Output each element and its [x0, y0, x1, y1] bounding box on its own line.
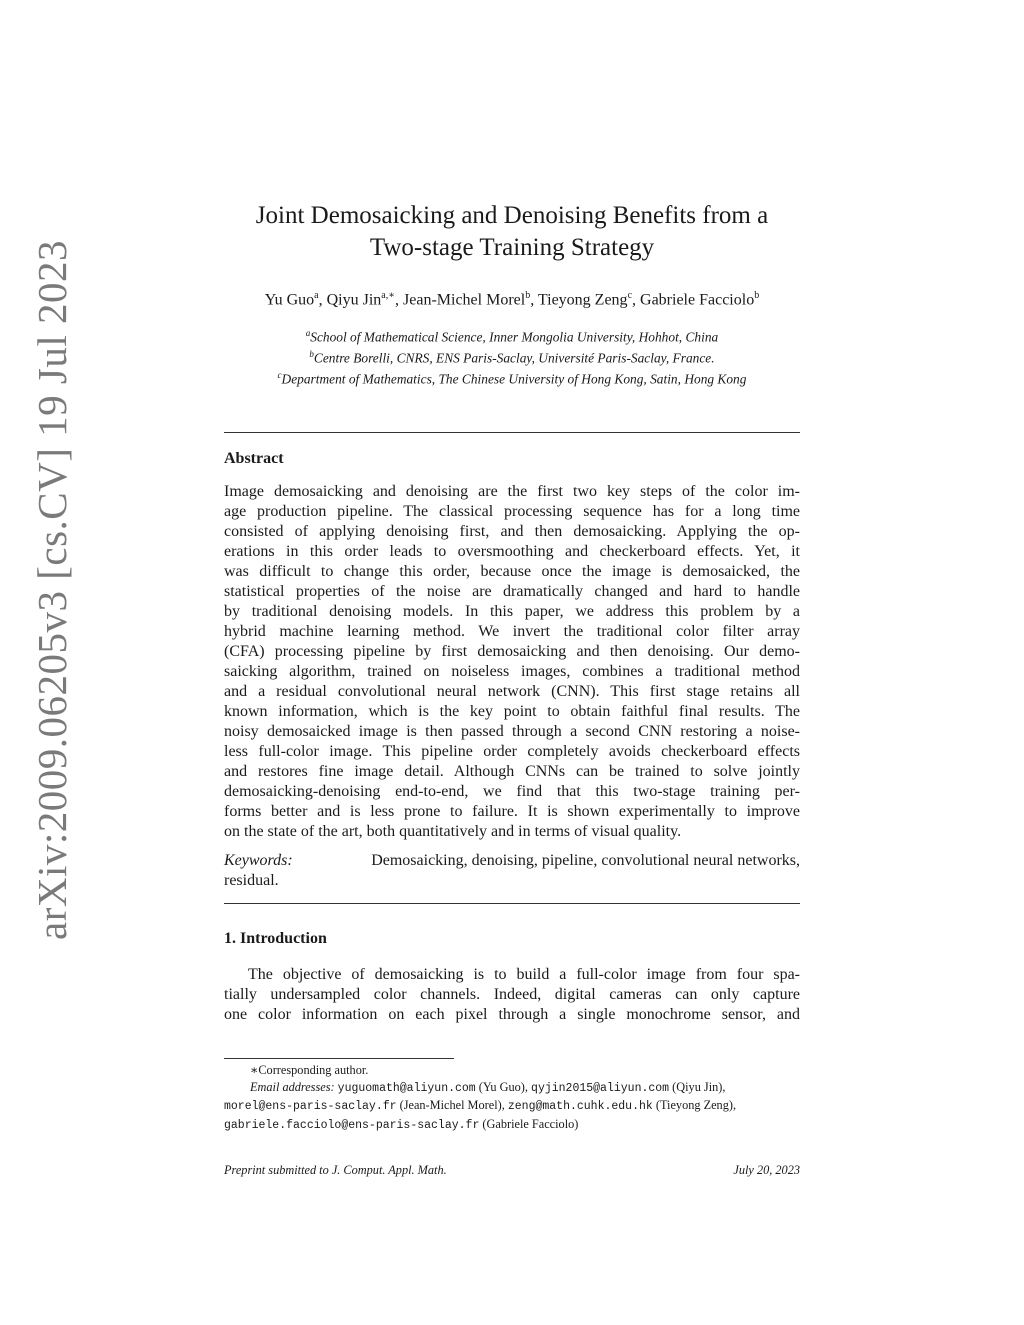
email-address[interactable]: morel@ens-paris-saclay.fr — [224, 1100, 397, 1113]
email-owner: (Gabriele Facciolo) — [482, 1116, 579, 1131]
footnotes — [224, 1062, 800, 1134]
author-name: Yu Guo — [264, 291, 315, 309]
abstract-line: forms better and is less prone to failure. It is shown experimentally to improve — [224, 803, 800, 820]
author-name: Gabriele Facciolo — [640, 291, 755, 309]
abstract-line: hybrid machine learning method. We invert the traditional color filter array — [224, 623, 800, 640]
author-name: Jean-Michel Morel — [403, 291, 526, 309]
affiliation-line — [200, 346, 824, 367]
abstract-line: was difficult to change this order, because once the image is demosaicked, the — [224, 563, 800, 580]
author-affil-mark: b — [754, 290, 760, 301]
abstract-line: (CFA) processing pipeline by first demosaicking and then denoising. Our demo- — [224, 643, 800, 660]
abstract-heading: Abstract — [224, 450, 284, 467]
abstract-line: Image demosaicking and denoising are the first two key steps of the color im- — [224, 483, 800, 500]
abstract-line: known information, which is the key point to obtain faithful final results. The — [224, 703, 800, 720]
email-owner: (Qiyu Jin), — [672, 1079, 726, 1094]
affiliation-mark: c — [277, 369, 282, 380]
affiliation-text: School of Mathematical Science, Inner Mongolia University, Hohhot, China — [310, 329, 719, 345]
email-address[interactable]: yuguomath@aliyun.com — [337, 1081, 476, 1095]
affiliation-mark: a — [305, 328, 311, 338]
email-address[interactable]: qyjin2015@aliyun.com — [531, 1081, 670, 1095]
email-address[interactable]: gabriele.facciolo@ens-paris-saclay.fr — [224, 1118, 480, 1132]
title-line-1: Joint Demosaicking and Denoising Benefits from a — [255, 202, 769, 229]
author-affil-mark: a,∗ — [381, 290, 396, 301]
abstract-line: and a residual convolutional neural network (CNN). This first stage retains all — [224, 683, 800, 700]
abstract-line: demosaicking-denoising end-to-end, we find that this two-stage training per- — [224, 783, 800, 800]
abstract-line: by traditional denoising models. In this paper, we address this problem by a — [224, 603, 800, 620]
intro-line: one color information on each pixel through a single monochrome sensor, and — [224, 1006, 800, 1023]
abstract-line: statistical properties of the noise are dramatically changed and hard to handle — [224, 583, 800, 600]
email-owner: (Tieyong Zeng), — [655, 1098, 737, 1112]
keywords — [224, 851, 800, 891]
abstract-line: less full-color image. This pipeline order completely avoids checkerboard effects — [224, 743, 800, 760]
abstract-line: noisy demosaicked image is then passed through a second CNN restoring a noise- — [224, 723, 800, 740]
abstract-line: saicking algorithm, trained on noiseless images, combines a traditional method — [224, 663, 800, 680]
footnote-emails-line-3 — [224, 1116, 800, 1135]
keywords-line-1 — [224, 851, 800, 871]
title-line-2: Two-stage Training Strategy — [369, 234, 655, 261]
affiliation-text: Centre Borelli, CNRS, ENS Paris-Saclay, Université Paris-Saclay, France. — [313, 350, 715, 366]
author-name: Qiyu Jin — [326, 291, 382, 309]
abstract-top-rule — [224, 432, 800, 433]
paper-title — [224, 200, 800, 264]
abstract-line: and restores fine image detail. Although CNNs can be trained to solve jointly — [224, 763, 800, 780]
keywords-line-2: residual. — [224, 872, 279, 889]
abstract-line: erations in this order leads to oversmoothing and checkerboard effects. Yet, it — [224, 543, 800, 560]
abstract-body — [224, 482, 800, 842]
author-name: Tieyong Zeng — [537, 291, 628, 309]
intro-heading: 1. Introduction — [224, 930, 327, 947]
author-affil-mark: b — [525, 290, 531, 301]
abstract-bottom-rule — [224, 903, 800, 904]
email-owner: (Jean-Michel Morel), — [399, 1098, 505, 1112]
footnote-rule — [224, 1058, 454, 1059]
email-owner: (Yu Guo), — [478, 1079, 528, 1094]
affiliation-line — [200, 367, 824, 388]
author-affil-mark: a — [314, 290, 319, 301]
email-address[interactable]: zeng@math.cuhk.edu.hk — [507, 1100, 653, 1113]
intro-body — [224, 965, 800, 1025]
footnote-emails-line-2 — [224, 1097, 800, 1116]
abstract-line: consisted of applying denoising first, and then demosaicking. Applying the op- — [224, 523, 800, 540]
author-affil-mark: c — [627, 290, 633, 301]
arxiv-identifier-stamp: arXiv:2009.06205v3 [cs.CV] 19 Jul 2023 — [29, 239, 75, 940]
intro-line: tially undersampled color channels. Indeed, digital cameras can only capture — [224, 986, 800, 1003]
author-list: Yu Guo$^a$, Qiyu Jin$^{a,∗}$, Jean-Michel Morel$^b$, Tieyong Zeng$^c$, Gabriele Facciolo$^b$ — [264, 290, 760, 309]
affiliation-text: Department of Mathematics, The Chinese University of Hong Kong, Satin, Hong Kong — [281, 371, 747, 387]
abstract-line: on the state of the art, both quantitatively and in terms of visual quality. — [224, 823, 682, 840]
abstract-line: age production pipeline. The classical processing sequence has for a long time — [224, 503, 800, 520]
footnote-emails-line-1 — [224, 1079, 800, 1098]
affiliations — [200, 325, 824, 388]
footnote-corresponding: ∗Corresponding author. — [250, 1063, 369, 1077]
intro-line: The objective of demosaicking is to build a full-color image from four spa- — [248, 966, 800, 983]
footer-date: July 20, 2023 — [733, 1163, 800, 1177]
keywords-text: Demosaicking, denoising, pipeline, convolutional neural networks, — [371, 852, 800, 869]
footer-journal: Preprint submitted to J. Comput. Appl. Math. — [224, 1163, 447, 1177]
email-label: Email addresses: — [250, 1079, 335, 1094]
keywords-label: Keywords: — [224, 852, 293, 869]
affiliation-line — [200, 325, 824, 346]
affiliation-mark: b — [309, 348, 314, 359]
